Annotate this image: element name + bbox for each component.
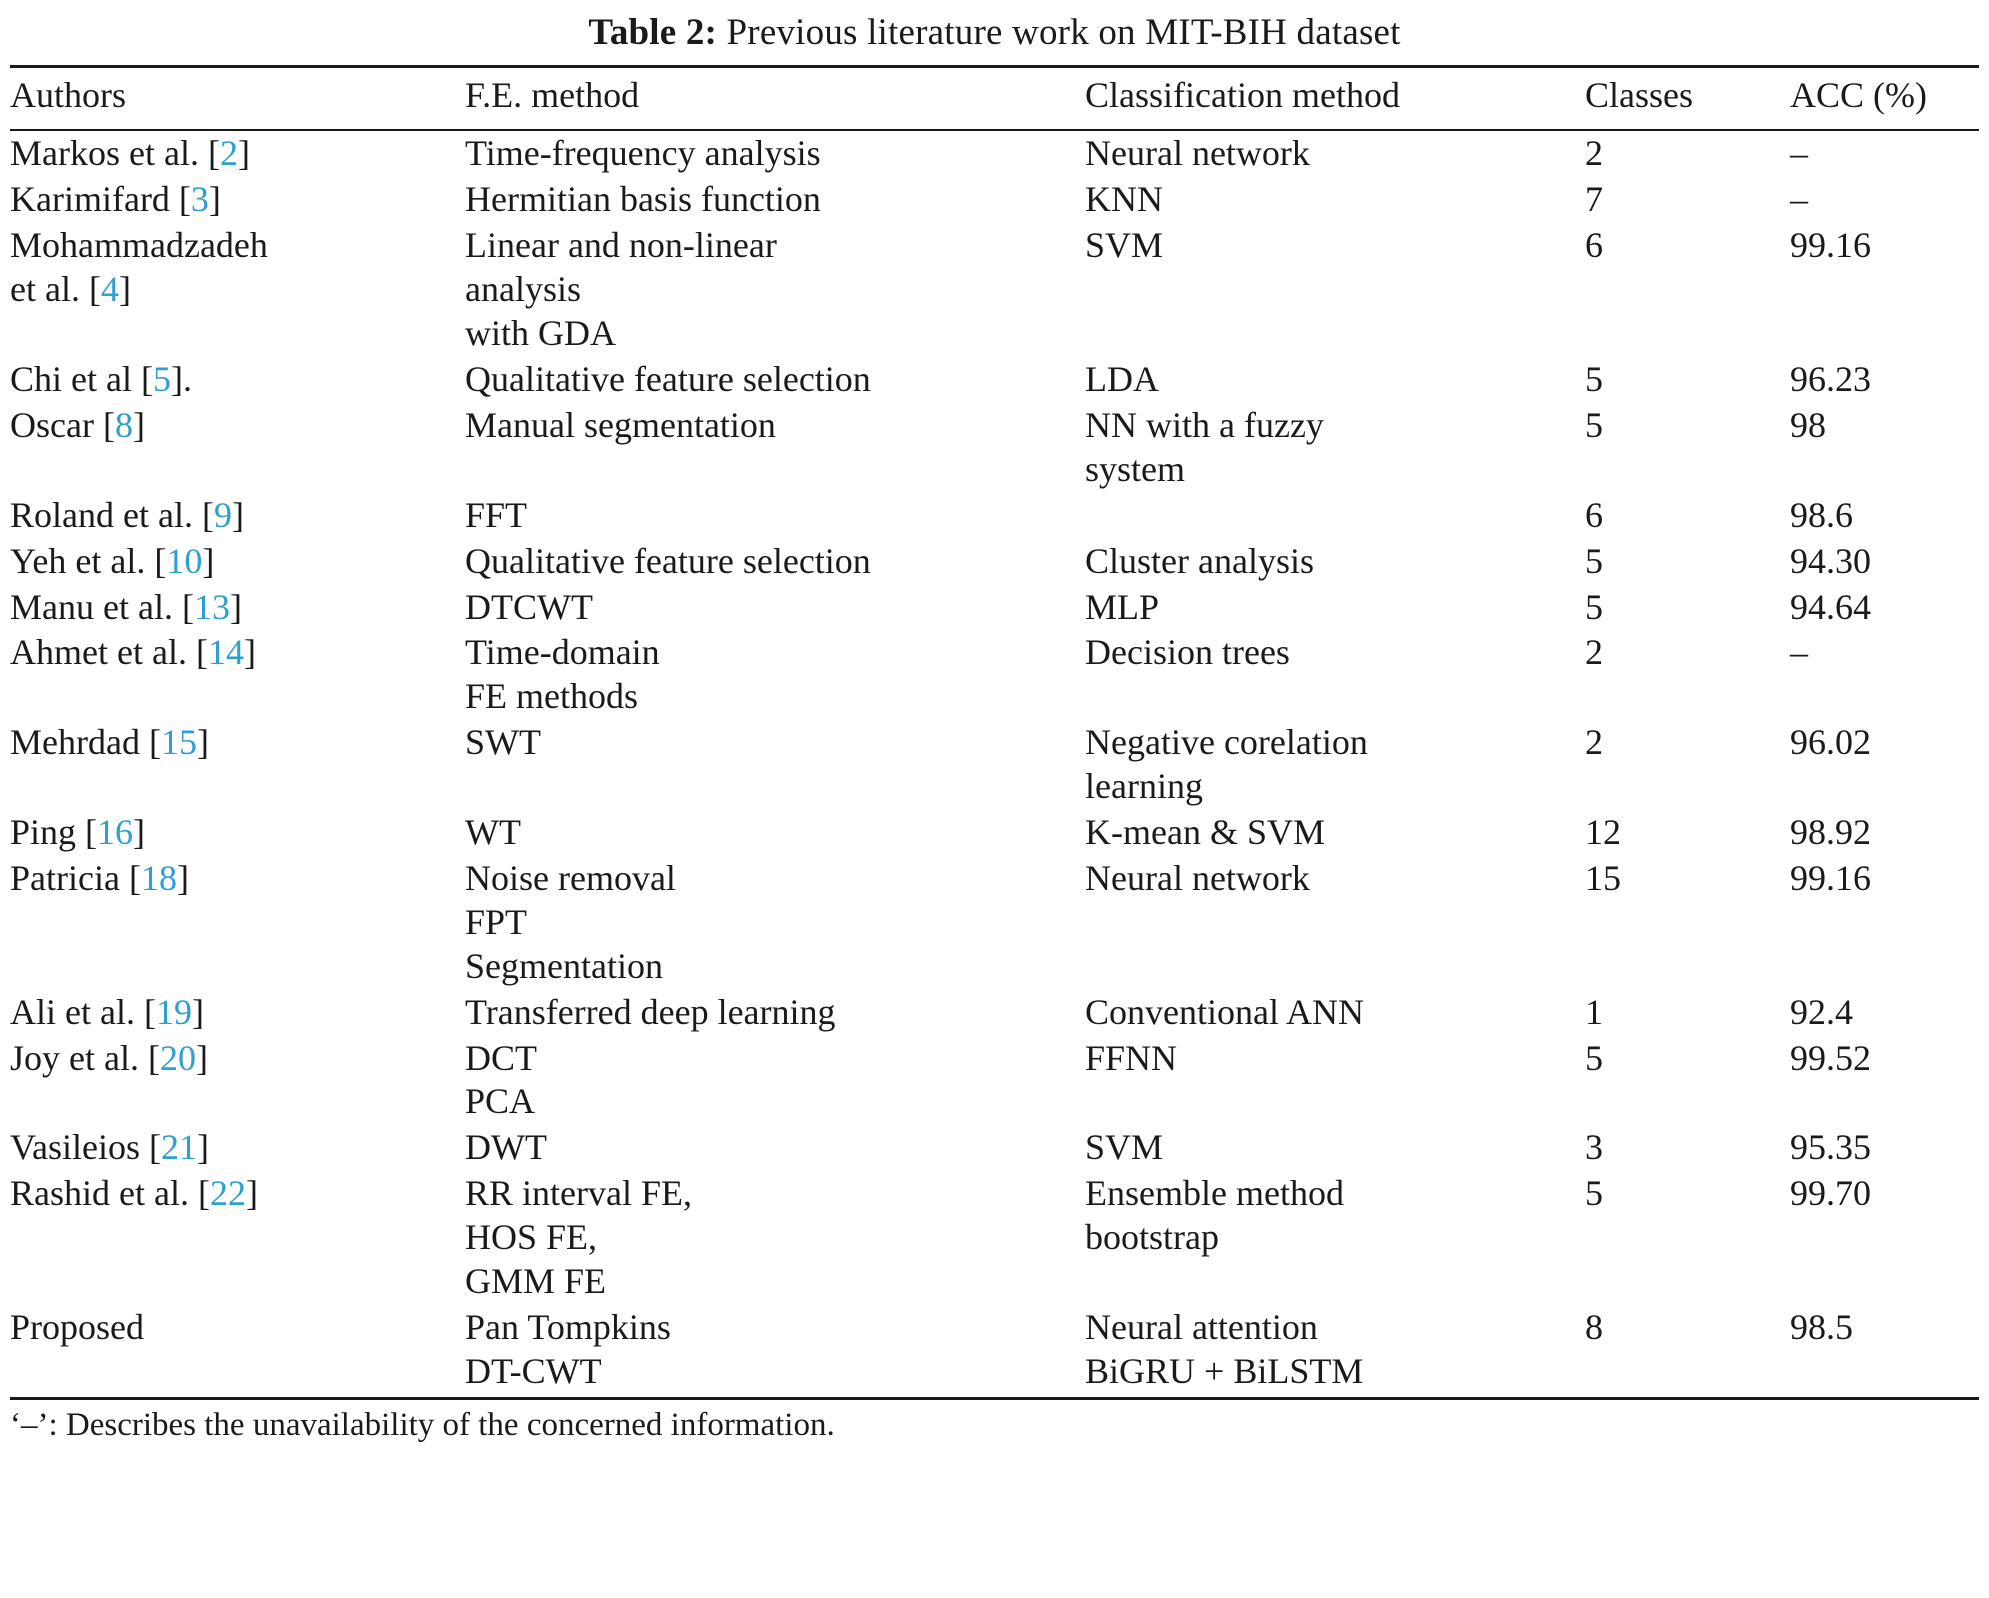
cell-classification-method: MLP [1085,586,1160,627]
column-header-classification-method: Classification method [1085,74,1400,115]
cell-fe-method: DCT PCA [465,1037,537,1122]
cell-authors [10,1125,465,1171]
cell-classification-method: Neural network [1085,133,1310,174]
cell-classification-method: Neural attention BiGRU + BiLSTM [1085,1307,1364,1391]
author-text-end: ] [133,812,146,853]
author-text-end: ] [237,133,250,174]
reference-link[interactable]: 21 [160,1127,197,1168]
cell-classes: 5 [1585,540,1603,581]
author-text-end: ] [191,991,204,1032]
author-text-end: ] [176,857,189,898]
author-text: Mehrdad [ [10,722,161,763]
cell-classes: 5 [1585,1037,1603,1078]
cell-classification-method: KNN [1085,179,1163,220]
reference-link[interactable]: 15 [160,722,197,763]
cell-acc: – [1790,632,1808,673]
table-header-row [10,66,1979,130]
cell-authors [10,177,465,223]
table-row [10,130,1979,177]
cell-acc: 98.5 [1790,1307,1853,1348]
author-text: Yeh et al. [ [10,540,167,581]
cell-classes: 2 [1585,632,1603,673]
author-text-end: ]. [170,358,192,399]
cell-fe-method: Time-frequency analysis [465,133,821,174]
cell-classification-method: LDA [1085,358,1159,399]
table-row [10,990,1979,1036]
cell-acc: – [1790,179,1808,220]
cell-authors [10,810,465,856]
author-line-1: Mohammadzadeh [10,225,268,266]
cell-fe-method: Hermitian basis function [465,179,821,220]
table-row [10,856,1979,990]
author-line-2: et al. [4] [10,269,131,310]
cell-authors [10,1171,465,1305]
column-header-classes: Classes [1585,74,1693,115]
cell-acc: 99.52 [1790,1037,1871,1078]
author-text: Patricia [ [10,857,141,898]
author-text-end: ] [208,179,221,220]
cell-fe-method: Qualitative feature selection [465,540,871,581]
cell-classification-method: Conventional ANN [1085,991,1364,1032]
cell-classes: 6 [1585,225,1603,266]
table-caption-label: Table 2: [588,12,718,53]
reference-link[interactable]: 13 [193,586,230,627]
cell-fe-method: Qualitative feature selection [465,358,871,399]
cell-acc: 99.16 [1790,857,1871,898]
cell-classes: 5 [1585,358,1603,399]
table-body [10,130,1979,1394]
table-row [10,720,1979,810]
cell-fe-method: Linear and non-linear analysis with GDA [465,225,777,354]
cell-acc: 99.16 [1790,225,1871,266]
author-text: Vasileios [ [10,1127,161,1168]
cell-classification-method: Negative corelation learning [1085,722,1368,807]
reference-link[interactable]: 3 [190,179,209,220]
cell-classification-method: SVM [1085,1127,1164,1168]
author-text-end: ] [196,1127,209,1168]
author-text: Karimifard [ [10,179,191,220]
cell-classification-method: Cluster analysis [1085,540,1314,581]
author-text-end: ] [132,404,145,445]
author-text-end: ] [195,1037,208,1078]
author-text-end: ] [196,722,209,763]
cell-authors [10,539,465,585]
table-row [10,223,1979,357]
cell-acc: 96.02 [1790,722,1871,763]
table-row [10,585,1979,631]
cell-classes: 5 [1585,1173,1603,1214]
cell-acc: 94.64 [1790,586,1871,627]
reference-link[interactable]: 20 [159,1037,196,1078]
reference-link[interactable]: 22 [209,1173,246,1214]
cell-classes: 7 [1585,179,1603,220]
reference-link[interactable]: 5 [152,358,171,399]
cell-classification-method: SVM [1085,225,1164,266]
cell-acc: 99.70 [1790,1173,1871,1214]
cell-fe-method: DWT [465,1127,547,1168]
table-row [10,357,1979,403]
table-row [10,810,1979,856]
cell-authors [10,856,465,990]
author-text-end: ] [243,632,256,673]
table-footnote: ‘–’: Describes the unavailability of the concerned information. [10,1406,835,1443]
cell-classification-method: Ensemble method bootstrap [1085,1173,1344,1258]
cell-authors [10,357,465,403]
table-header [10,66,1979,130]
cell-authors [10,493,465,539]
cell-classification-method: Decision trees [1085,632,1290,673]
cell-classification-method [1085,493,1585,539]
column-header-fe-method: F.E. method [465,74,640,115]
cell-classification-method: Neural network [1085,857,1310,898]
cell-acc: 98.6 [1790,494,1853,535]
table-row [10,1036,1979,1126]
table-row [10,177,1979,223]
author-text: Manu et al. [ [10,586,194,627]
column-header-acc: ACC (%) [1790,74,1927,115]
table-row [10,539,1979,585]
author-text: Markos et al. [ [10,133,220,174]
cell-classification-method: K-mean & SVM [1085,812,1325,853]
cell-acc: 92.4 [1790,991,1853,1032]
author-text: Roland et al. [ [10,494,214,535]
author-text: Ali et al. [ [10,991,156,1032]
reference-link[interactable]: 14 [207,632,244,673]
cell-fe-method: RR interval FE, HOS FE, GMM FE [465,1173,692,1302]
cell-fe-method: DTCWT [465,586,593,627]
cell-authors [10,720,465,810]
table-caption-text: Previous literature work on MIT-BIH dataset [726,12,1401,53]
cell-authors [10,223,465,357]
cell-authors: Proposed [10,1307,144,1348]
table-row [10,630,1979,720]
cell-classes: 12 [1585,812,1621,853]
author-text: Rashid et al. [ [10,1173,210,1214]
cell-fe-method: SWT [465,722,541,763]
table-caption [10,12,1979,55]
reference-link[interactable]: 8 [114,404,133,445]
table-row [10,1171,1979,1305]
cell-classification-method: FFNN [1085,1037,1178,1078]
cell-acc: – [1790,133,1808,174]
cell-authors [10,403,465,493]
cell-classes: 2 [1585,133,1603,174]
cell-acc: 96.23 [1790,358,1871,399]
author-text-end: ] [202,540,215,581]
cell-classes: 2 [1585,722,1603,763]
cell-authors [10,130,465,177]
reference-link[interactable]: 2 [219,133,238,174]
cell-fe-method: FFT [465,494,528,535]
cell-classes: 5 [1585,586,1603,627]
cell-classes: 6 [1585,494,1603,535]
cell-authors [10,630,465,720]
cell-classes: 15 [1585,857,1621,898]
cell-acc: 95.35 [1790,1127,1871,1168]
cell-fe-method: Transferred deep learning [465,991,836,1032]
cell-classes: 3 [1585,1127,1603,1168]
cell-fe-method: Pan Tompkins DT-CWT [465,1307,671,1391]
table-row [10,403,1979,493]
cell-authors [10,585,465,631]
cell-fe-method: Manual segmentation [465,404,776,445]
cell-authors [10,990,465,1036]
cell-classes: 1 [1585,991,1603,1032]
reference-link[interactable]: 9 [213,494,232,535]
author-text-end: ] [245,1173,258,1214]
cell-fe-method: Noise removal FPT Segmentation [465,857,676,986]
author-text: Chi et al [ [10,358,153,399]
author-text: Ahmet et al. [ [10,632,208,673]
cell-classification-method: NN with a fuzzy system [1085,404,1324,489]
cell-fe-method: WT [465,812,521,853]
cell-classes: 5 [1585,404,1603,445]
cell-authors [10,1036,465,1126]
author-text: Joy et al. [ [10,1037,160,1078]
reference-link[interactable]: 10 [166,540,203,581]
reference-link[interactable]: 4 [100,269,119,310]
table-row [10,1125,1979,1171]
cell-fe-method: Time-domain FE methods [465,632,660,717]
reference-link[interactable]: 18 [140,857,177,898]
column-header-authors: Authors [10,74,126,115]
literature-table [10,65,1979,1395]
table-row [10,493,1979,539]
reference-link[interactable]: 19 [155,991,192,1032]
author-text-end: ] [229,586,242,627]
cell-acc: 98 [1790,404,1826,445]
cell-acc: 94.30 [1790,540,1871,581]
author-text-end: ] [231,494,244,535]
table-row-proposed [10,1305,1979,1395]
author-text: Oscar [ [10,404,115,445]
reference-link[interactable]: 16 [97,812,134,853]
cell-classes: 8 [1585,1307,1603,1348]
author-text: Ping [ [10,812,98,853]
cell-acc: 98.92 [1790,812,1871,853]
